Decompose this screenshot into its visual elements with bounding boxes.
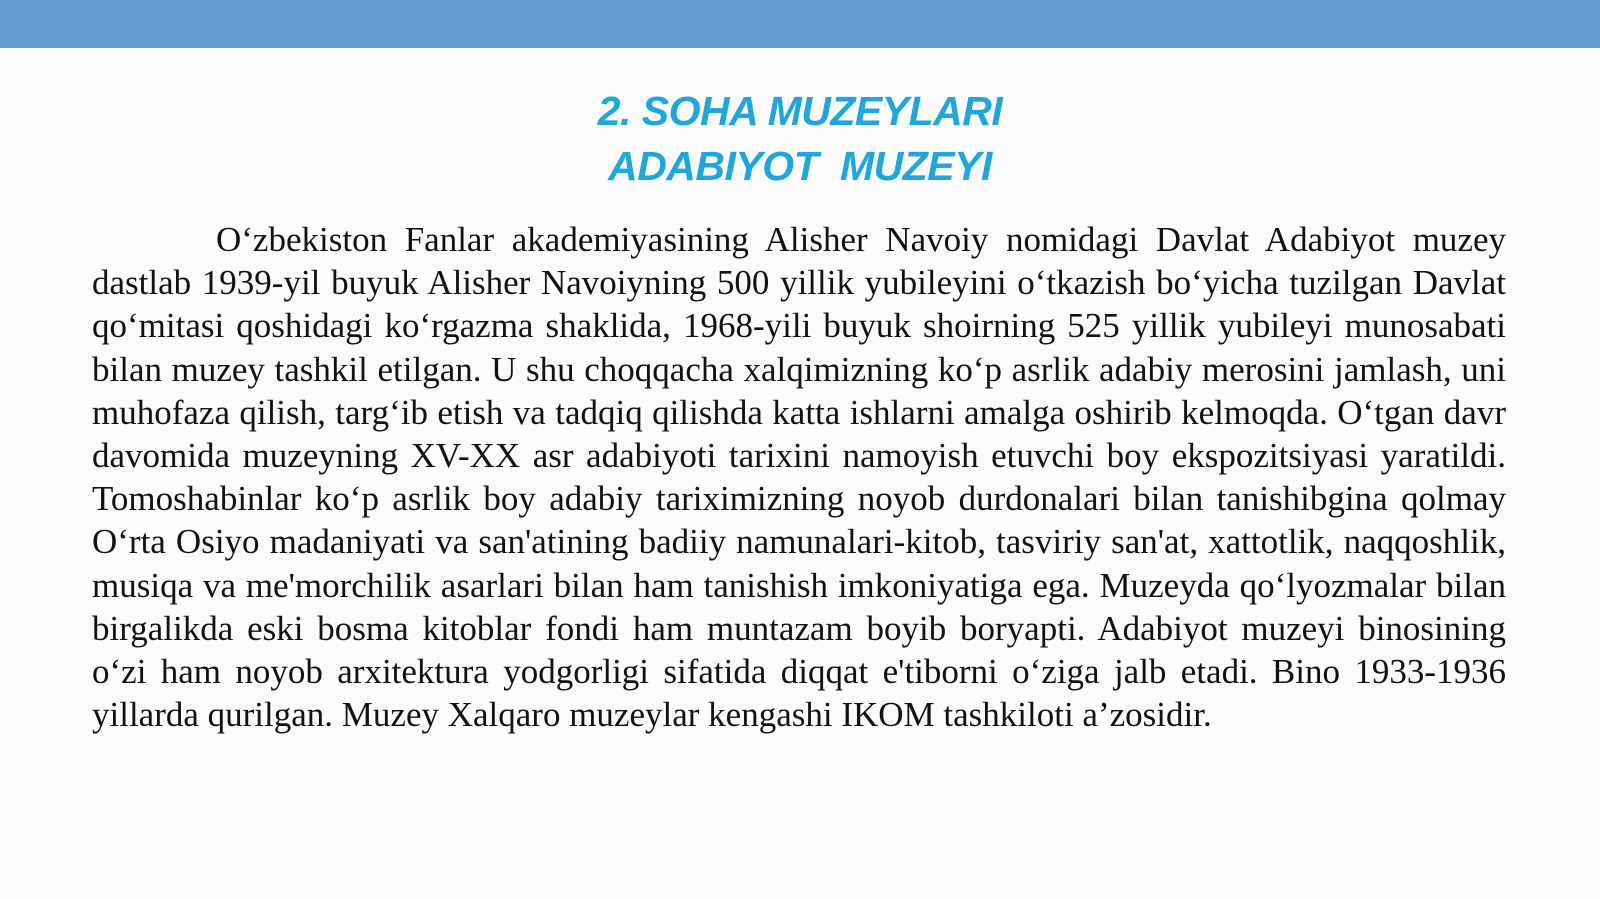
body-paragraph: O‘zbekiston Fanlar akademiyasining Alisher Navoiy nomidagi Davlat Adabiyot muzey dastlab 1939-yil buyuk Alisher Navoiyning 500 yillik yubileyini o‘tkazish bo‘yicha tuzilgan Davlat qo‘mitasi qoshidagi ko‘rgazma shaklida, 1968-yili buyuk shoirning 525 yillik yubileyi munosabati bilan muzey tashkil etilgan. U shu choqqacha xalqimizning ko‘p asrlik adabiy merosini jamlash, uni muhofaza qilish, targ‘ib etish va tadqiq qilishda katta ishlarni amalga oshirib kelmoqda. O‘tgan davr davomida muzeyning XV-XX asr adabiyoti tarixini namoyish etuvchi boy ekspozitsiyasi yaratildi. Tomoshabinlar ko‘p asrlik boy adabiy tariximizning noyob durdonalari bilan tanishibgina qolmay O‘rta Osiyo madaniyati va san'atining badiiy namunalari-kitob, tasviriy san'at, xattotlik, naqqoshlik, musiqa va me'morchilik asarlari bilan ham tanishish imkoniyatiga ega. Muzeyda qo‘lyozmalar bilan birgalikda eski bosma kitoblar fondi ham muntazam boyib boryapti. Adabiyot muzeyi binosining o‘zi ham noyob arxitektura yodgorligi sifatida diqqat e'tiborni o‘ziga jalb etadi. Bino 1933-1936 yillarda qurilgan. Muzey Xalqaro muzeylar kengashi IKOM tashkiloti a’zosidir. [92, 220, 1506, 735]
top-accent-bar [0, 0, 1600, 48]
title-line-1: 2. SOHA MUZEYLARI [597, 88, 1003, 134]
title-line-2: ADABIYOT MUZEYI [608, 143, 992, 189]
slide-title [300, 84, 1300, 194]
